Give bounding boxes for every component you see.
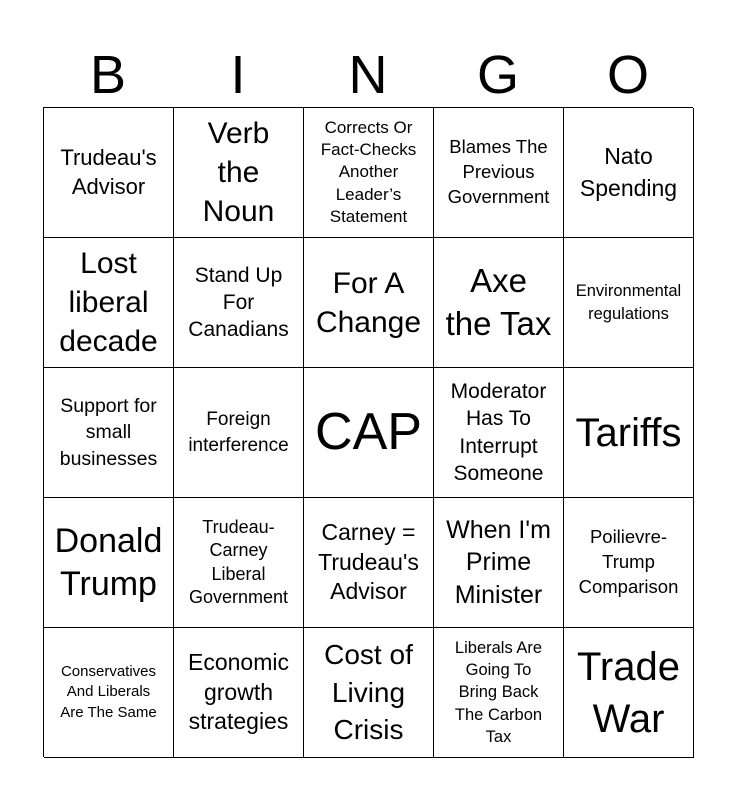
header-letter-o: O [606,45,649,105]
bingo-cell-text: Carney = Trudeau's Advisor [318,518,419,605]
header-letter-b: B [89,45,127,105]
bingo-cell[interactable] [564,238,694,368]
bingo-cell[interactable] [174,368,304,498]
bingo-cell[interactable] [174,238,304,368]
bingo-cell-text: Donald Trump [54,522,163,603]
bingo-cell-text: Moderator Has To Interrupt Someone [450,379,547,485]
bingo-cell-text: Blames The Previous Government [447,136,550,207]
bingo-cell-text: Trudeau- Carney Liberal Government [188,516,289,607]
bingo-cell[interactable] [44,628,174,758]
bingo-cell-text: For A Change [315,266,422,339]
bingo-cell-text: When I'm Prime Minister [446,515,551,609]
bingo-cell[interactable] [434,368,564,498]
bingo-cell[interactable] [434,628,564,758]
bingo-cell-text: Environmental regulations [575,282,682,323]
bingo-cell[interactable] [304,368,434,498]
bingo-grid [43,107,693,757]
bingo-cell-text: Trade War [576,644,680,741]
bingo-cell-text: Trudeau's Advisor [60,144,157,199]
bingo-cell[interactable] [434,238,564,368]
bingo-cell-text: Tariffs [575,410,682,455]
bingo-cell[interactable] [44,238,174,368]
header-letter-g: G [476,45,519,105]
bingo-cell-text: Verb the Noun [202,117,275,228]
bingo-cell[interactable] [44,108,174,238]
bingo-cell-text: Liberals Are Going To Bring Back The Carbon Tax [454,638,543,746]
bingo-cell[interactable] [44,498,174,628]
bingo-cell-text: Economic growth strategies [188,648,289,735]
bingo-cell[interactable] [304,498,434,628]
bingo-cell[interactable] [564,498,694,628]
bingo-cell-text: Conservatives And Liberals Are The Same [60,663,157,721]
header-letter-n: N [348,45,388,105]
bingo-cell[interactable] [564,628,694,758]
bingo-cell[interactable] [434,498,564,628]
bingo-cell[interactable] [174,628,304,758]
bingo-cell-text: Poilievre- Trump Comparison [578,526,679,597]
bingo-cell[interactable] [564,108,694,238]
bingo-cell-text: Cost of Living Crisis [324,638,413,746]
bingo-cell-text: Foreign interference [188,408,289,456]
bingo-header [43,44,693,106]
bingo-cell[interactable] [304,108,434,238]
bingo-cell[interactable] [304,628,434,758]
bingo-cell[interactable] [434,108,564,238]
header-letter-i: I [230,45,246,105]
bingo-cell-text: Nato Spending [579,143,678,201]
bingo-cell-text: CAP [315,403,422,462]
bingo-cell[interactable] [304,238,434,368]
bingo-cell-text: Lost liberal decade [59,247,158,358]
bingo-cell[interactable] [174,498,304,628]
bingo-cell-text: Support for small businesses [59,395,158,470]
bingo-cell-text: Axe the Tax [445,261,552,342]
bingo-cell[interactable] [174,108,304,238]
bingo-cell-text: Stand Up For Canadians [188,263,289,342]
bingo-cell[interactable] [44,368,174,498]
bingo-cell-text: Corrects Or Fact-Checks Another Leader’s Statement [320,118,417,226]
bingo-cell[interactable] [564,368,694,498]
